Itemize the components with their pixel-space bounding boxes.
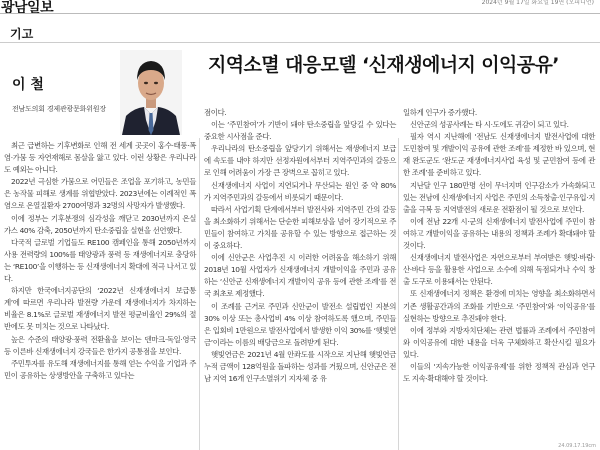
article-paragraph: 점이다.: [204, 108, 227, 117]
article-paragraph: 따라서 사업기획 단계에서부터 발전사와 지역주민 간의 갈등을 최소화하기 위해서는 단순한 피해보상을 넘어 장기적으로 주민들이 참여하고 가치를 공유할 수 있는 방향으로 접근하는 것이 중요하다.: [204, 204, 396, 251]
author-title: 전남도의회 경제관광문화위원장: [12, 105, 106, 113]
article-paragraph: 이에 신안군은 사업추진 시 이러한 어려움을 해소하기 위해 2018년 10월 사업자가 신재생에너지 개발이익을 주민과 공유하는 ‘신안군 신재생에너지 개발이익 공유 등에 관한 조례’를 전국 최초로 제정했다.: [204, 253, 396, 299]
article-paragraph: 하지만 한국에너지공단의 ‘2022년 신재생에너지 보급통계’에 따르면 우리나라 발전량 가운데 재생에너지가 차지하는 비율은 8.1%로 글로벌 재생에너지 발전 평균비율인 29%의 절반에도 못 미치는 것으로 나타났다.: [4, 286, 196, 332]
article-paragraph: 필자 역시 지난해에 ‘전남도 신재생에너지 발전사업에 대한 도민참여 및 개발이익 공유에 관한 조례’를 제정한 바 있으며, 현재 완도군도 ‘완도군 재생에너지사업 육성 및 군민참여 등에 관한 조례’를 준비하고 있다.: [403, 132, 595, 178]
column-divider: [199, 138, 200, 450]
issue-info: 2024년 9월 17일 화요일 19면 (오피니언): [481, 0, 594, 6]
article-paragraph: 우리나라의 탄소중립을 앞당기기 위해서는 재생에너지 보급에 속도를 내야 하지만 선정자원에서부터 지역주민과의 갈등으로 인해 어려움이 가장 큰 장벽으로 꼽히고 있다.: [204, 144, 396, 178]
article-paragraph: 주민투자를 유도해 재생에너지를 통해 얻는 수익을 기업과 주민이 공유하는 상생방안을 구축하고 있다는: [4, 358, 196, 380]
newspaper-header: [0, 0, 600, 16]
article-paragraph: 신재생에너지 발전사업은 자연으로부터 부여받은 햇빛·바람·산·바다 등을 활용한 사업으로 소수에 의해 독점되거나 수익 창출 도구로 이용돼서는 안된다.: [403, 253, 595, 287]
article-paragraph: 이에 정부와 지방자치단체는 관련 법률과 조례에서 주민참여와 이익공유에 대한 내용을 더욱 구체화하고 확산시킬 필요가 있다.: [403, 325, 595, 359]
article-paragraph: 최근 급변하는 기후변화로 인해 전 세계 곳곳이 홍수·태풍·폭염·가뭄 등 자연재해로 몸살을 앓고 있다. 이런 상황은 우리나라도 예외는 아니다.: [4, 141, 196, 175]
section-divider: [0, 42, 600, 43]
article-column-2: [204, 107, 396, 385]
section-label: 기고: [10, 27, 34, 41]
article-paragraph: 신안군의 성공사례는 타 시·도에도 귀감이 되고 있다.: [410, 120, 569, 130]
header-divider: [0, 13, 600, 14]
author-photo: [120, 50, 182, 135]
newspaper-name: 광남일보: [1, 0, 54, 16]
article-paragraph: 이는 ‘주민참여’가 기반이 돼야 탄소중립을 앞당길 수 있다는 중요한 시사점을 준다.: [204, 120, 396, 142]
article-paragraph: 일하게 인구가 증가했다.: [403, 108, 477, 117]
article-paragraph: 다국적 글로벌 기업들도 RE100 캠페인을 통해 2050년까지 사용 전력량의 100%를 태양광과 풍력 등 재생에너지로 충당하는 ‘RE100’을 이행하는 등 신재생에너지 확대에 적극 나서고 있다.: [4, 237, 196, 284]
article-paragraph: 이에 정부는 기후분쟁의 심각성을 깨닫고 2030년까지 온실가스 40% 감축, 2050년까지 탄소중립을 실현을 선언했다.: [4, 213, 196, 235]
article-paragraph: 또 신재생에너지 정책은 환경에 미치는 영향을 최소화하면서 기존 생활공간과의 조화를 기반으로 ‘주민참여’와 ‘이익공유’를 실현하는 방향으로 추진돼야 한다.: [403, 289, 595, 323]
article-headline: 지역소멸 대응모델 ‘신재생에너지 이익공유’: [208, 54, 559, 76]
article-paragraph: 지난달 인구 180만명 선이 무너지며 인구감소가 가속화되고 있는 전남에 신재생에너지 사업은 주민의 소득창출·인구유입·지출을 극복 등 지역발전의 새로운 전환점이 될 것으로 보인다.: [403, 180, 595, 214]
article-column-1: [4, 140, 196, 382]
article-paragraph: 햇빛연금은 2021년 4월 안좌도를 시작으로 지난해 햇빛연금 누적 금액이 128억원을 돌파하는 성과를 거뒀으며, 신안군은 전남 지역 16개 인구소멸위기 지자체 중 유: [204, 349, 396, 384]
page-code: 24.09.17.19cm: [558, 443, 596, 449]
column-divider: [398, 138, 399, 450]
author-name: 이 철: [12, 77, 44, 93]
article-paragraph: 이들의 ‘지속가능한 이익공유제’를 위한 정책적 관심과 연구도 지속·확대해야 할 것이다.: [403, 361, 595, 384]
article-column-3: [403, 107, 595, 385]
article-paragraph: 2022년 극심한 가뭄으로 어민들은 조업을 포기하고, 농민들은 농작물 피해로 생계를 위협받았다. 2023년에는 이례적인 폭염으로 온열질환자 2700여명과 32명의 사망자가 발생했다.: [4, 177, 196, 211]
article-paragraph: 신재생에너지 사업이 지연되거나 무산되는 원인 중 약 80%가 지역주민과의 갈등에서 비롯되기 때문이다.: [204, 180, 396, 202]
article-paragraph: 높은 수준의 태양광·풍력 전환율을 보이는 덴마크·독일·영국 등 이른바 신재생에너지 강국들은 한가지 공통점을 보인다.: [4, 334, 196, 356]
article-paragraph: 이에 전남 22개 시·군의 신재생에너지 발전사업에 주민이 참여하고 개발이익을 공유하는 내용의 정책과 조례가 확대돼야 할 것이다.: [403, 216, 595, 251]
article-paragraph: 이 조례를 근거로 주민과 신안군이 발전소 설립법인 지분의 30% 이상 또는 총사업비 4% 이상 참여하도록 했으며, 주민들은 입회비 1만원으로 발전사업에서 발생한 이익 30%를 ‘햇빛연금’이라는 이름의 배당금으로 돌려받게 된다.: [204, 301, 396, 347]
